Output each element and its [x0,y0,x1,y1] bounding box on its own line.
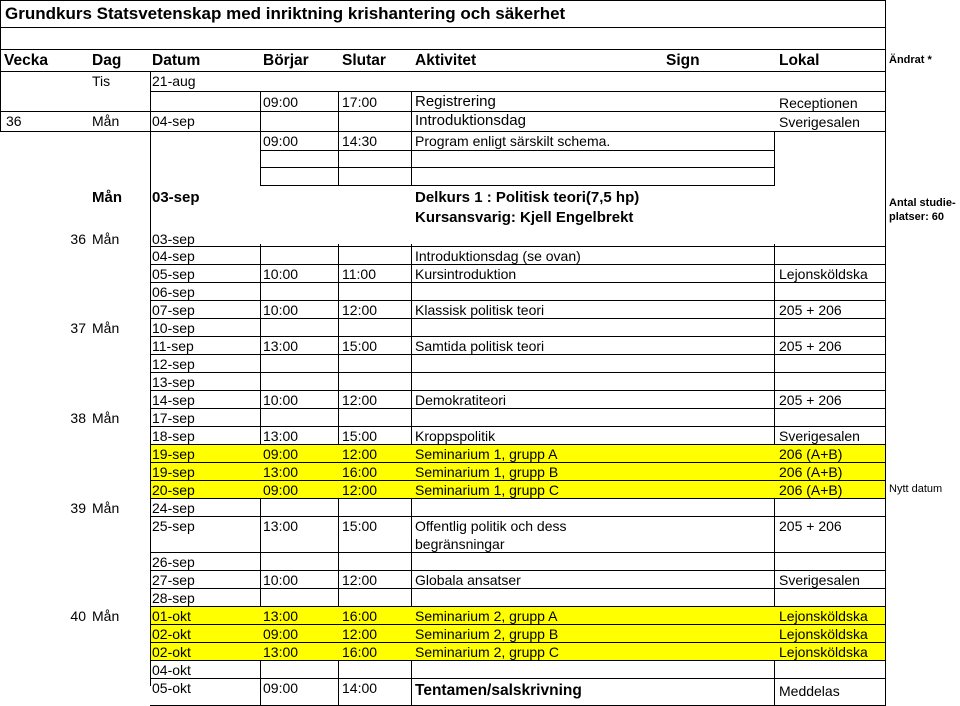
row-slutar: 12:00 [342,626,378,642]
intro-dag: Tis [92,73,111,89]
row-borjar: 09:00 [263,626,299,642]
row-slutar: 12:00 [342,302,378,318]
row-lokal: Lejonsköldska [779,626,868,642]
row-borjar: 09:00 [263,446,299,462]
intro-aktivitet-2: Introduktionsdag [415,112,526,129]
row-slutar: 12:00 [342,446,378,462]
row-borjar: 10:00 [263,266,299,282]
row-aktivitet: Demokratiteori [415,392,507,408]
row-andrat: Nytt datum [889,483,943,495]
row-aktivitet: Offentlig politik och dess [415,518,567,534]
row-datum: 01-okt [152,608,191,624]
row-datum: 26-sep [152,554,195,570]
row-datum: 02-okt [152,644,191,660]
row-datum: 17-sep [152,410,195,426]
row-vecka: 36 [70,231,86,247]
row-divider [260,167,775,168]
row-lokal: 206 (A+B) [779,482,843,498]
row-datum: 12-sep [152,356,195,372]
row-datum: 18-sep [152,428,195,444]
row-slutar: 15:00 [342,338,378,354]
row-divider [150,552,886,553]
header-vecka: Vecka [4,52,48,69]
row-vecka: 38 [70,410,86,426]
row-datum: 14-sep [152,392,195,408]
row-aktivitet: Klassisk politisk teori [415,302,545,318]
row-slutar: 12:00 [342,482,378,498]
delkurs-note-1: Antal studie- [889,197,956,209]
row-lokal: 205 + 206 [779,392,842,408]
row-slutar: 12:00 [342,572,378,588]
row-datum: 04-sep [152,248,195,264]
row-datum: 05-okt [152,680,191,696]
row-divider [150,372,886,373]
row-vecka: 37 [70,320,86,336]
header-datum: Datum [152,52,201,69]
row-borjar: 09:00 [263,680,299,696]
row-datum: 19-sep [152,446,195,462]
intro-slutar: 17:00 [342,94,378,110]
row-aktivitet: Seminarium 2, grupp C [415,644,559,660]
intro-datum-2: 04-sep [152,113,195,129]
row-divider [150,408,886,409]
delkurs-note-2: platser: 60 [889,211,945,223]
intro-borjar-4: 09:00 [263,133,299,149]
row-datum: 25-sep [152,518,195,534]
header-borjar: Börjar [263,52,309,69]
row-borjar: 13:00 [263,518,299,534]
header-lokal: Lokal [779,52,820,69]
row-dag: Mån [92,410,120,426]
row-datum: 03-sep [152,231,195,247]
row-divider [150,91,886,92]
row-lokal: 205 + 206 [779,302,842,318]
row-aktivitet: Seminarium 1, grupp A [415,446,558,462]
row-borjar: 10:00 [263,572,299,588]
row-aktivitet: Samtida politisk teori [415,338,545,354]
datum-col-border [150,71,151,686]
header-andrat: Ändrat * [889,54,932,66]
delkurs-datum: 03-sep [152,189,200,206]
row-aktivitet: Seminarium 2, grupp B [415,626,559,642]
intro-slutar-4: 14:30 [342,133,378,149]
row-lokal: Lejonsköldska [779,266,868,282]
intro-aktivitet-4: Program enligt särskilt schema. [415,133,611,149]
row-divider [150,678,886,679]
row-slutar: 16:00 [342,464,378,480]
row-dag: Mån [92,231,120,247]
row-slutar: 16:00 [342,608,378,624]
header-slutar: Slutar [342,52,386,69]
row-aktivitet: Kursintroduktion [415,266,517,282]
intro-borjar: 09:00 [263,94,299,110]
row-datum: 02-okt [152,626,191,642]
right-border [885,0,886,705]
header-sign: Sign [666,52,700,69]
row-datum: 10-sep [152,320,195,336]
delkurs-title: Delkurs 1 : Politisk teori(7,5 hp) [415,189,640,206]
header-dag: Dag [92,52,122,69]
row-borjar: 13:00 [263,464,299,480]
intro-lokal: Receptionen [779,95,858,111]
row-datum: 06-sep [152,284,195,300]
left-border [0,28,1,131]
row-dag: Mån [92,608,120,624]
intro-lokal-2: Sverigesalen [779,114,860,130]
row-lokal: Meddelas [779,683,840,699]
row-lokal: Sverigesalen [779,428,860,444]
aktivitet-col-border-top [411,91,412,186]
row-vecka: 40 [70,608,86,624]
row-borjar: 13:00 [263,338,299,354]
intro-datum: 21-aug [152,73,196,89]
row-borjar: 13:00 [263,644,299,660]
intro-dag-2: Mån [92,113,120,129]
slutar-col-border-top [338,91,339,186]
row-lokal: Lejonsköldska [779,644,868,660]
row-borjar: 10:00 [263,302,299,318]
row-aktivitet: Seminarium 1, grupp B [415,464,559,480]
row-aktivitet: Introduktionsdag (se ovan) [415,248,581,264]
row-datum: 05-sep [152,266,195,282]
row-divider [260,150,775,151]
row-aktivitet: Globala ansatser [415,572,521,588]
blank-row [0,28,886,50]
row-slutar: 15:00 [342,518,378,534]
row-lokal: 206 (A+B) [779,464,843,480]
row-slutar: 16:00 [342,644,378,660]
delkurs-responsible: Kursansvarig: Kjell Engelbrekt [415,209,634,226]
row-datum: 04-okt [152,662,191,678]
row-dag: Mån [92,320,120,336]
row-aktivitet: Kroppspolitik [415,428,496,444]
row-datum: 20-sep [152,482,195,498]
row-aktivitet: Seminarium 2, grupp A [415,608,558,624]
row-datum: 27-sep [152,572,195,588]
header-divider [0,71,886,72]
delkurs-dag: Mån [92,189,122,206]
row-borjar: 09:00 [263,482,299,498]
row-lokal: Lejonsköldska [779,608,868,624]
row-slutar: 15:00 [342,428,378,444]
document-title: Grundkurs Statsvetenskap med inriktning krishantering och säkerhet [0,0,886,28]
row-lokal: 206 (A+B) [779,446,843,462]
intro-vecka: 36 [6,113,22,129]
row-aktivitet-cont: begränsningar [415,536,505,552]
row-divider [150,282,886,283]
row-slutar: 14:00 [342,680,378,696]
row-datum: 28-sep [152,590,195,606]
row-vecka: 39 [70,500,86,516]
row-datum: 19-sep [152,464,195,480]
intro-aktivitet: Registrering [415,93,496,110]
lokal-col-border-top [774,131,775,186]
row-divider [150,390,886,391]
row-divider [150,426,886,427]
row-lokal: Sverigesalen [779,572,860,588]
borjar-col-border-top [260,91,261,186]
header-aktivitet: Aktivitet [415,52,477,69]
row-datum: 13-sep [152,374,195,390]
row-aktivitet: Seminarium 1, grupp C [415,482,559,498]
row-aktivitet: Tentamen/salskrivning [415,682,582,699]
row-borjar: 13:00 [263,608,299,624]
row-datum: 11-sep [152,338,194,354]
row-divider [260,185,775,186]
row-datum: 07-sep [152,302,195,318]
row-slutar: 12:00 [342,392,378,408]
row-slutar: 11:00 [342,266,376,282]
row-lokal: 205 + 206 [779,518,842,534]
row-lokal: 205 + 206 [779,338,842,354]
row-datum: 24-sep [152,500,195,516]
row-borjar: 13:00 [263,428,299,444]
row-borjar: 10:00 [263,392,299,408]
row-dag: Mån [92,500,120,516]
